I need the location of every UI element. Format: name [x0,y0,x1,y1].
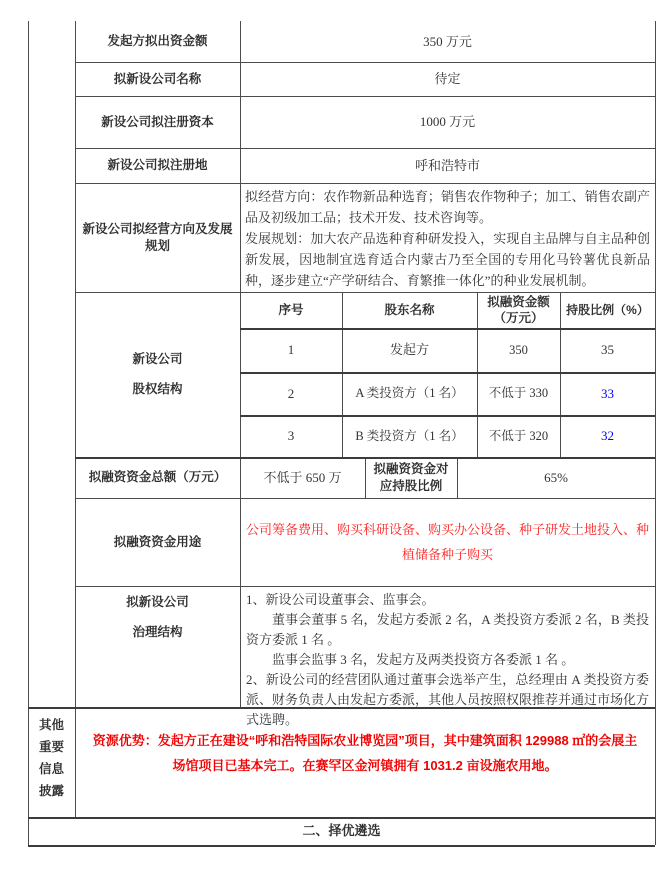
equity-label-line1: 新设公司 [132,352,183,367]
field-label-company-name: 拟新设公司名称 [113,71,202,86]
equity-row3-shareholder: B 类投资方（1 名） [355,428,464,443]
equity-row1-ratio: 35 [601,342,614,358]
equity-row1-no: 1 [287,342,295,358]
equity-row1-shareholder: 发起方 [389,342,429,358]
field-label-equity-structure [75,292,240,457]
field-label-financing-ratio: 拟融资资金对应持股比例 [373,461,449,493]
equity-header-ratio: 持股比例（%） [566,302,649,317]
field-value-sponsor-amount: 350 万元 [423,33,472,49]
governance-item1: 1、新设公司设董事会、监事会。 [246,592,435,607]
equity-row2-amount: 不低于 330 [488,386,549,401]
field-label-registered-place: 新设公司拟注册地 [107,158,208,173]
governance-item2: 2、新设公司的经营团队通过董事会选举产生，总经理由 A 类投资方委派、财务负责人由发起方委派，其他人员按照权限推荐并通过市场化方式选聘。 [246,672,650,727]
field-value-registered-capital: 1000 万元 [419,114,476,130]
field-value-governance [240,586,655,727]
field-label-sponsor-amount: 发起方拟出资金额 [107,34,208,49]
equity-header-amount: 拟融资金额（万元） [487,295,550,325]
field-label-other-disclosure: 其他重要信息披露 [38,718,64,798]
equity-row2-no: 2 [287,385,295,401]
equity-label-line2: 股权结构 [132,382,183,396]
field-value-financing-ratio: 65% [544,469,568,485]
field-value-business-plan [240,183,655,292]
field-label-registered-capital: 新设公司拟注册资本 [101,114,214,129]
equity-row3-amount: 不低于 320 [488,428,549,443]
governance-item1-supervisors: 监事会监事 3 名，发起方及两类投资方各委派 1 名 。 [272,652,575,667]
field-value-financing-total: 不低于 650 万 [263,469,342,485]
business-direction-text: 拟经营方向：农作物新品种选育；销售农作物种子；加工、销售农副产品及初级加工品；技术开发、技术咨询等。 [245,189,650,225]
equity-row3-ratio: 32 [601,428,614,444]
field-value-other-disclosure: 资源优势：发起方正在建设“呼和浩特国际农业博览园”项目，其中建筑面积 129988 ㎡的会展主场馆项目已基本完工。在赛罕区金河镇拥有 1031.2 亩设施农用地。 [92,733,638,773]
border-line [655,21,656,845]
field-value-financing-usage: 公司筹备费用、购买科研设备、购买办公设备、种子研发土地投入、种植储备种子购买 [245,522,649,562]
equity-row2-shareholder: A 类投资方（1 名） [355,386,464,401]
equity-row2-ratio: 33 [601,385,614,401]
equity-row3-no: 3 [287,428,295,444]
governance-item1-board: 董事会董事 5 名，发起方委派 2 名，A 类投资方委派 2 名，B 类投资方委派 1 名 。 [246,612,649,647]
equity-row1-amount: 350 [509,342,528,357]
development-plan-text: 发展规划：加大农产品选种育种研发投入，实现自主品牌与自主品种创新发展，因地制宜选育适合内蒙古乃至全国的专用化马铃薯优良新品种，逐步建立“产学研结合、育繁推一体化”的种业发展机制。 [245,231,650,288]
field-label-business-plan: 新设公司拟经营方向及发展规划 [82,221,233,253]
governance-label-line2: 治理结构 [132,624,183,639]
field-value-registered-place: 呼和浩特市 [414,157,480,173]
equity-header-no: 序号 [278,302,304,317]
equity-header-shareholder: 股东名称 [384,302,435,317]
field-label-financing-usage: 拟融资资金用途 [113,534,202,549]
governance-label-line1: 拟新设公司 [126,595,189,609]
border-line [28,845,655,847]
section-header-selection: 二、择优遴选 [302,823,381,839]
field-value-company-name: 待定 [434,71,461,87]
field-label-financing-total: 拟融资资金总额（万元） [88,470,227,485]
field-label-governance [75,586,240,707]
